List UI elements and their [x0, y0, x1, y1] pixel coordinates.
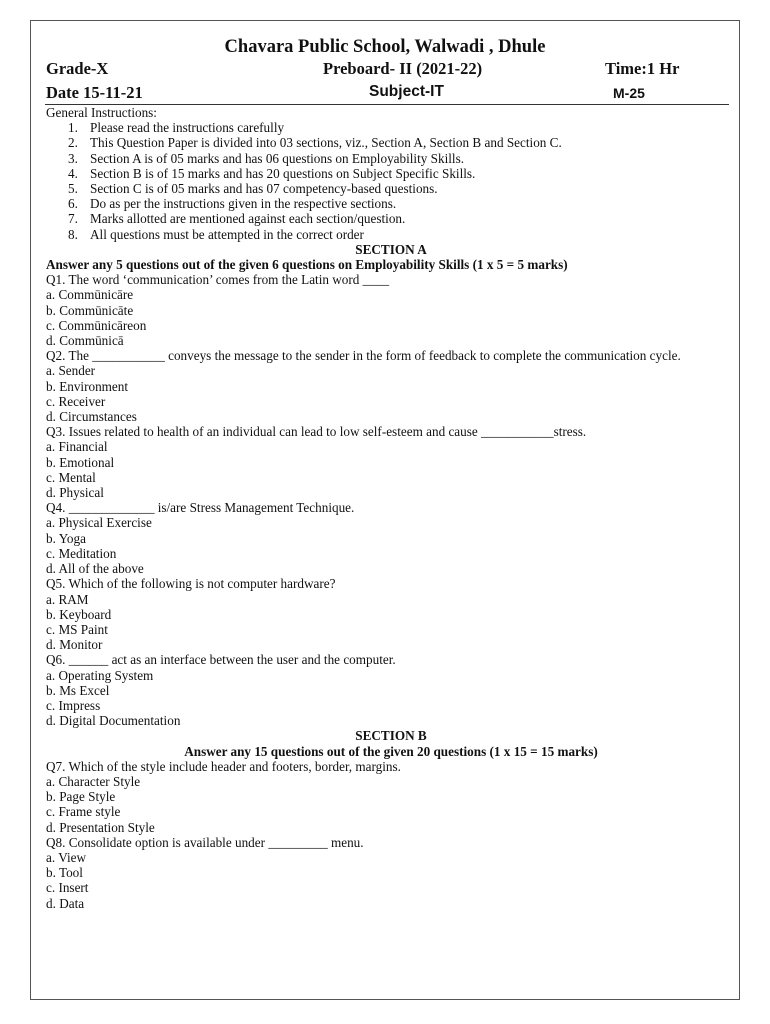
instruction-text: Marks allotted are mentioned against each section/question. — [90, 211, 406, 227]
answer-option: a. Character Style — [46, 773, 141, 789]
answer-option: d. Digital Documentation — [46, 713, 181, 729]
instruction-number: 6. — [68, 196, 78, 212]
answer-option: d. Physical — [46, 485, 104, 501]
instruction-item — [46, 227, 736, 242]
question-paper-page — [30, 20, 740, 1000]
answer-option: b. Tool — [46, 865, 83, 881]
answer-option: c. MS Paint — [46, 621, 108, 637]
grade-label: Grade-X — [46, 59, 109, 78]
answer-option: d. Presentation Style — [46, 819, 155, 835]
answer-option: c. Receiver — [46, 393, 106, 409]
instruction-item — [46, 166, 736, 181]
answer-option: a. Commūnicāre — [46, 287, 134, 303]
section-b-instruction: Answer any 15 questions out of the given 20 questions (1 x 15 = 15 marks) — [184, 743, 598, 759]
answer-option: a. Sender — [46, 363, 96, 379]
question-text: Q7. Which of the style include header and footers, border, margins. — [46, 758, 401, 774]
subject-label: Subject-IT — [369, 83, 444, 100]
answer-option: b. Ms Excel — [46, 682, 110, 698]
instruction-number: 5. — [68, 181, 78, 197]
section-a-questions — [46, 272, 736, 728]
time-label: Time:1 Hr — [605, 59, 680, 78]
instruction-number: 7. — [68, 211, 78, 227]
answer-option: d. Circumstances — [46, 409, 137, 425]
date-label: Date 15-11-21 — [46, 83, 143, 102]
answer-option: a. Physical Exercise — [46, 515, 152, 531]
section-a-instruction: Answer any 5 questions out of the given 6 questions on Employability Skills (1 x 5 = 5 marks) — [46, 257, 568, 273]
answer-option: b. Yoga — [46, 530, 86, 546]
answer-option: c. Mental — [46, 469, 96, 485]
question-text: Q1. The word ‘communication’ comes from the Latin word ____ — [46, 272, 390, 288]
instruction-item — [46, 135, 736, 150]
marks-label: M-25 — [613, 85, 645, 101]
answer-option: c. Insert — [46, 880, 89, 896]
answer-option: c. Frame style — [46, 804, 121, 820]
answer-option: a. View — [46, 849, 86, 865]
instruction-text: All questions must be attempted in the correct order — [90, 226, 364, 242]
section-b-title: SECTION B — [355, 728, 427, 744]
question-text: Q3. Issues related to health of an individual can lead to low self-esteem and cause ___________stress. — [46, 424, 587, 440]
question-text: Q6. ______ act as an interface between the user and the computer. — [46, 652, 396, 668]
instruction-item — [46, 120, 736, 135]
instruction-item — [46, 181, 736, 196]
question-text: Q4. _____________ is/are Stress Management Technique. — [46, 500, 355, 516]
answer-option: a. Financial — [46, 439, 108, 455]
answer-option: d. Data — [46, 895, 85, 911]
answer-option: a. RAM — [46, 591, 89, 607]
instructions-heading: General Instructions: — [46, 105, 157, 120]
instruction-item — [46, 211, 736, 226]
instruction-number: 1. — [68, 120, 78, 136]
instruction-text: Do as per the instructions given in the respective sections. — [90, 196, 397, 212]
answer-option: c. Impress — [46, 697, 101, 713]
answer-option: b. Commūnicāte — [46, 302, 134, 318]
section-a-title: SECTION A — [355, 241, 427, 257]
instruction-number: 3. — [68, 150, 78, 166]
paper-body — [46, 105, 736, 911]
school-name: Chavara Public School, Walwadi , Dhule — [224, 37, 546, 57]
answer-option: d. All of the above — [46, 561, 144, 577]
instructions-list — [46, 120, 736, 242]
answer-option: c. Commūnicāreon — [46, 317, 147, 333]
answer-option: d. Commūnicā — [46, 333, 124, 349]
answer-option: b. Environment — [46, 378, 129, 394]
section-b-questions — [46, 759, 736, 911]
instruction-text: Section A is of 05 marks and has 06 questions on Employability Skills. — [90, 150, 465, 166]
instruction-text: Please read the instructions carefully — [90, 120, 285, 136]
instruction-number: 8. — [68, 226, 78, 242]
instruction-text: Section B is of 15 marks and has 20 questions on Subject Specific Skills. — [90, 165, 476, 181]
instruction-number: 4. — [68, 165, 78, 181]
question-text: Q2. The ___________ conveys the message to the sender in the form of feedback to complete the communication cycle. — [46, 348, 681, 364]
question-text: Q8. Consolidate option is available under _________ menu. — [46, 834, 364, 850]
answer-option: b. Page Style — [46, 789, 116, 805]
question-text: Q5. Which of the following is not computer hardware? — [46, 576, 336, 592]
answer-option: b. Keyboard — [46, 606, 112, 622]
answer-option: d. Monitor — [46, 637, 103, 653]
answer-option: a. Operating System — [46, 667, 154, 683]
instruction-text: Section C is of 05 marks and has 07 competency-based questions. — [90, 181, 438, 197]
instruction-text: This Question Paper is divided into 03 sections, viz., Section A, Section B and Section C. — [90, 135, 562, 151]
instruction-item — [46, 196, 736, 211]
answer-option: b. Emotional — [46, 454, 115, 470]
instruction-number: 2. — [68, 135, 78, 151]
exam-label: Preboard- II (2021-22) — [323, 59, 483, 78]
instruction-item — [46, 151, 736, 166]
answer-option: c. Meditation — [46, 545, 117, 561]
